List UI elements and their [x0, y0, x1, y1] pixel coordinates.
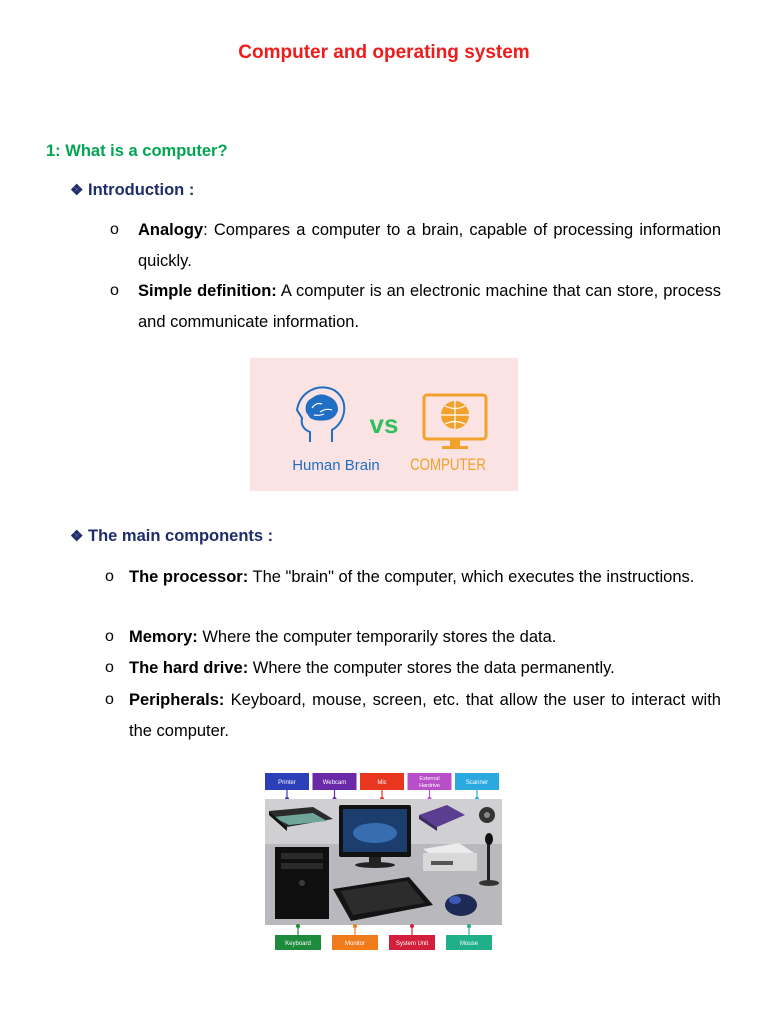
circle-bullet-icon: o	[110, 282, 119, 299]
tag-label: Monitor	[344, 941, 366, 947]
tag-label: System Unit	[395, 941, 429, 947]
vs-label: vs	[369, 409, 399, 439]
list-item-term: Analogy	[138, 221, 204, 239]
list-item	[105, 653, 721, 684]
list-item-text: Where the computer temporarily stores the data.	[202, 628, 557, 646]
list-item-text: Compares a computer to a brain, capable of processing information quickly.	[138, 221, 721, 270]
circle-bullet-icon: o	[105, 568, 114, 585]
computer-label: COMPUTER	[410, 455, 486, 475]
list-item-term: Simple definition:	[138, 282, 277, 300]
tag-label: Scanner	[465, 780, 489, 786]
introduction-heading	[70, 181, 194, 200]
list-item	[110, 215, 721, 276]
tag-dot	[410, 924, 414, 928]
computer-components-illustration	[243, 765, 523, 960]
introduction-heading-text: Introduction :	[88, 181, 195, 199]
list-item-line	[129, 653, 721, 684]
list-item-term: Memory:	[129, 628, 198, 646]
human-brain-label: Human Brain	[292, 457, 380, 474]
components-heading	[70, 527, 273, 546]
brain-vs-computer-illustration	[250, 358, 518, 491]
tag-label: Mic	[377, 780, 387, 786]
tag-label: Webcam	[322, 780, 347, 786]
tag-label: Mouse	[459, 941, 479, 947]
tag-dot	[353, 924, 357, 928]
list-item-term: The processor:	[129, 568, 249, 586]
circle-bullet-icon: o	[105, 659, 114, 676]
system-unit-image	[275, 847, 329, 919]
diamond-bullet-icon: ❖	[70, 528, 84, 545]
list-item-text: Keyboard, mouse, screen, etc. that allow the user to interact with the computer.	[129, 691, 721, 740]
list-item-line: Analogy: Compares a computer to a brain, capable of processing information quickly.	[138, 221, 721, 270]
list-item	[105, 685, 721, 746]
components-heading-text: The main components :	[88, 527, 274, 545]
list-item-line	[129, 622, 721, 653]
tag-label: Hardrive	[419, 783, 440, 789]
list-item-line	[138, 276, 721, 337]
list-item-text: The "brain" of the computer, which executes the instructions.	[252, 568, 695, 586]
list-item-term: The hard drive:	[129, 659, 249, 677]
list-item-text: A computer is an electronic machine that can store, process and communicate information.	[138, 282, 721, 331]
list-item	[110, 276, 721, 337]
tag-dot	[296, 924, 300, 928]
circle-bullet-icon: o	[105, 691, 114, 708]
brain-vs-computer-image	[250, 358, 518, 491]
mouse-image	[445, 894, 477, 916]
list-item-term: Peripherals:	[129, 691, 225, 709]
section-heading: 1: What is a computer?	[46, 142, 228, 160]
tag-label: Printer	[278, 780, 296, 786]
list-item-text: Where the computer stores the data permanently.	[252, 659, 615, 677]
list-item-line	[129, 685, 721, 746]
circle-bullet-icon: o	[105, 628, 114, 645]
list-item	[105, 622, 721, 653]
diamond-bullet-icon: ❖	[70, 182, 84, 199]
webcam-image	[479, 807, 495, 823]
computer-components-image	[243, 765, 523, 960]
document-title: Computer and operating system	[238, 42, 530, 63]
circle-bullet-icon: o	[110, 221, 119, 238]
tag-dot	[467, 924, 471, 928]
tag-label: Keyboard	[285, 941, 311, 947]
tag-label: External	[419, 776, 440, 782]
list-item-line	[129, 562, 721, 593]
list-item	[105, 562, 721, 593]
